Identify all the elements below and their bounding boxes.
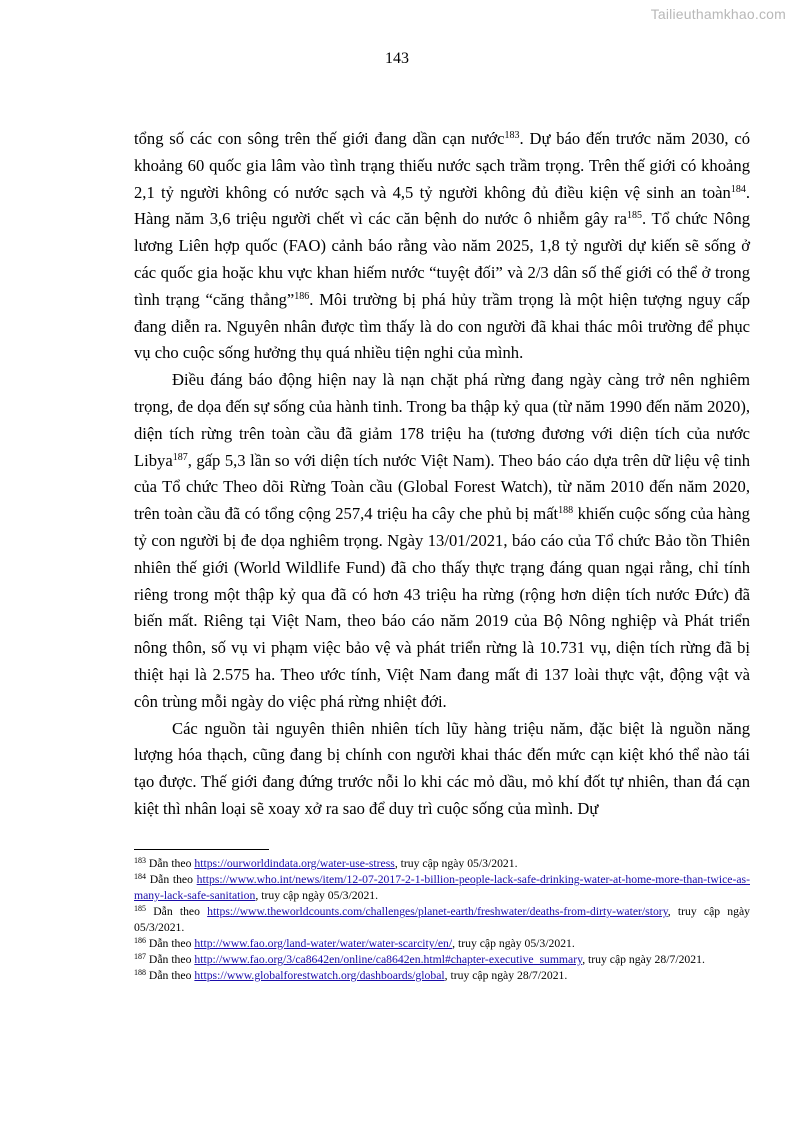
page-number: 143 — [385, 50, 409, 67]
footnote-186 — [134, 936, 750, 952]
footnote-188 — [134, 968, 750, 984]
footnote-ref-187[interactable]: 187 — [172, 451, 188, 463]
body-text — [134, 126, 750, 823]
paragraph-1 — [134, 126, 750, 367]
footnote-prefix: Dẫn theo — [148, 936, 195, 950]
footnote-number: 184 — [134, 872, 146, 882]
paragraph-text: , gấp 5,3 lần so với diện tích nước Việt Nam). Theo báo cáo dựa trên dữ liệu vệ tinh của Tổ chức Theo dõi Rừng Toàn cầu (Global Forest Watch), từ năm 2010 đến năm 2020, trên toàn cầu đã có tổng cộng 257,4 triệu ha cây che phủ bị mất — [134, 450, 750, 524]
footnote-prefix: Dẫn theo — [149, 873, 197, 887]
footnote-link[interactable]: https://www.globalforestwatch.org/dashboards/global — [194, 969, 445, 983]
paragraph-text: . Môi trường bị phá hủy trầm trọng là một hiện tượng nguy cấp đang diễn ra. Nguyên nhân được tìm thấy là do con người đã khai thác môi trường để phục vụ cho cuộc sống hưởng thụ quá nhiều tiện nghi của mình. — [134, 289, 750, 363]
footnote-ref-186[interactable]: 186 — [294, 290, 310, 302]
paragraph-text: Điều đáng báo động hiện nay là nạn chặt phá rừng đang ngày càng trở nên nghiêm trọng, đe dọa đến sự sống của hành tinh. Trong ba thập kỷ qua (từ năm 1990 đến năm 2020), diện tích rừng trên toàn cầu đã giảm 178 triệu ha (tương đương với diện tích của nước Libya — [134, 370, 750, 470]
footnote-prefix: Dẫn theo — [148, 857, 195, 870]
footnote-suffix: , truy cập ngày 28/7/2021. — [444, 969, 568, 983]
paragraph-text: . Hàng năm 3,6 triệu người chết vì các căn bệnh do nước ô nhiễm gây ra — [134, 182, 750, 229]
footnote-suffix: , truy cập ngày 05/3/2021. — [255, 888, 379, 902]
footnote-prefix: Dẫn theo — [153, 904, 208, 918]
footnote-link[interactable]: https://ourworldindata.org/water-use-stress — [194, 857, 395, 870]
watermark: Tailieuthamkhao.com — [650, 6, 786, 22]
footnote-prefix: Dẫn theo — [148, 969, 195, 983]
footnote-ref-183[interactable]: 183 — [504, 130, 520, 141]
paragraph-text: Các nguồn tài nguyên thiên nhiên tích lũy hàng triệu năm, đặc biệt là nguồn năng lượng hóa thạch, cũng đang bị chính con người khai thác đến mức cạn kiệt khó thể nào tái tạo được. Thế giới đang đứng trước nỗi lo khi các mỏ dầu, mỏ khí đốt tự nhiên, than đá cạn kiệt thì nhân loại sẽ xoay xở ra sao để duy trì cuộc sống của mình. Dự — [134, 718, 750, 818]
footnote-number: 185 — [134, 903, 146, 913]
paragraph-3 — [134, 716, 750, 823]
paragraph-2 — [134, 367, 750, 715]
footnote-187 — [134, 952, 750, 968]
footnote-183 — [134, 856, 750, 872]
footnote-185 — [134, 904, 750, 935]
footnote-184 — [134, 872, 750, 903]
footnote-link[interactable]: https://www.theworldcounts.com/challenges/planet-earth/freshwater/deaths-from-dirty-water/story — [207, 904, 668, 918]
footnote-number: 183 — [134, 856, 146, 865]
footnote-suffix: , truy cập ngày 05/3/2021. — [452, 936, 575, 950]
paragraph-text: . Tổ chức Nông lương Liên hợp quốc (FAO) cảnh báo rằng vào năm 2025, 1,8 tỷ người dự kiến sẽ sống ở các quốc gia hoặc khu vực khan hiếm nước “tuyệt đối” và 2/3 dân số thế giới có thể ở trong tình trạng “căng thẳng” — [134, 209, 750, 309]
footnote-ref-184[interactable]: 184 — [730, 183, 746, 195]
paragraph-text: tổng số các con sông trên thế giới đang dần cạn nước — [134, 129, 505, 148]
footnote-ref-185[interactable]: 185 — [627, 210, 643, 222]
paragraph-text: khiến cuộc sống của hàng tỷ con người bị đe dọa nghiêm trọng. Ngày 13/01/2021, báo cáo của Tổ chức Bảo tồn Thiên nhiên thế giới (World Wildlife Fund) đã cho thấy thực trạng đáng quan ngại rằng, chỉ tính riêng trong một thập kỷ qua đã có hơn 43 triệu ha rừng (rộng hơn diện tích nước Đức) đã biến mất. Riêng tại Việt Nam, theo báo cáo năm 2019 của Bộ Nông nghiệp và Phát triển nông thôn, số vụ vi phạm việc bảo vệ và phát triển rừng là 10.731 vụ, diện tích rừng đã bị thiệt hại là 2.575 ha. Theo ước tính, Việt Nam đang mất đi 137 loài thực vật, động vật và côn trùng mỗi ngày do việc phá rừng nhiệt đới. — [134, 504, 750, 711]
footnote-suffix: , truy cập ngày 05/3/2021. — [134, 904, 751, 934]
footnote-number: 186 — [134, 935, 146, 945]
footnote-divider — [134, 849, 269, 850]
footnote-ref-188[interactable]: 188 — [558, 505, 574, 517]
footnote-link[interactable]: https://www.who.int/news/item/12-07-2017-2-1-billion-people-lack-safe-drinking-water-at-home-more-than-twice-as-many-lack-safe-sanitation — [134, 873, 750, 902]
footnote-number: 187 — [134, 951, 146, 961]
paragraph-text: . Dự báo đến trước năm 2030, có khoảng 60 quốc gia lâm vào tình trạng thiếu nước sạch trầm trọng. Trên thế giới có khoảng 2,1 tỷ người không có nước sạch và 4,5 tỷ người không đủ điều kiện vệ sinh an toàn — [134, 129, 751, 202]
footnote-suffix: , truy cập ngày 05/3/2021. — [394, 857, 518, 870]
footnote-number: 188 — [134, 968, 146, 978]
footnote-link[interactable]: http://www.fao.org/land-water/water/water-scarcity/en/ — [194, 936, 453, 950]
footnotes — [134, 856, 750, 984]
footnote-suffix: , truy cập ngày 28/7/2021. — [582, 952, 705, 966]
footnote-prefix: Dẫn theo — [148, 952, 195, 966]
footnote-link[interactable]: http://www.fao.org/3/ca8642en/online/ca8642en.html#chapter-executive_summary — [194, 952, 583, 966]
